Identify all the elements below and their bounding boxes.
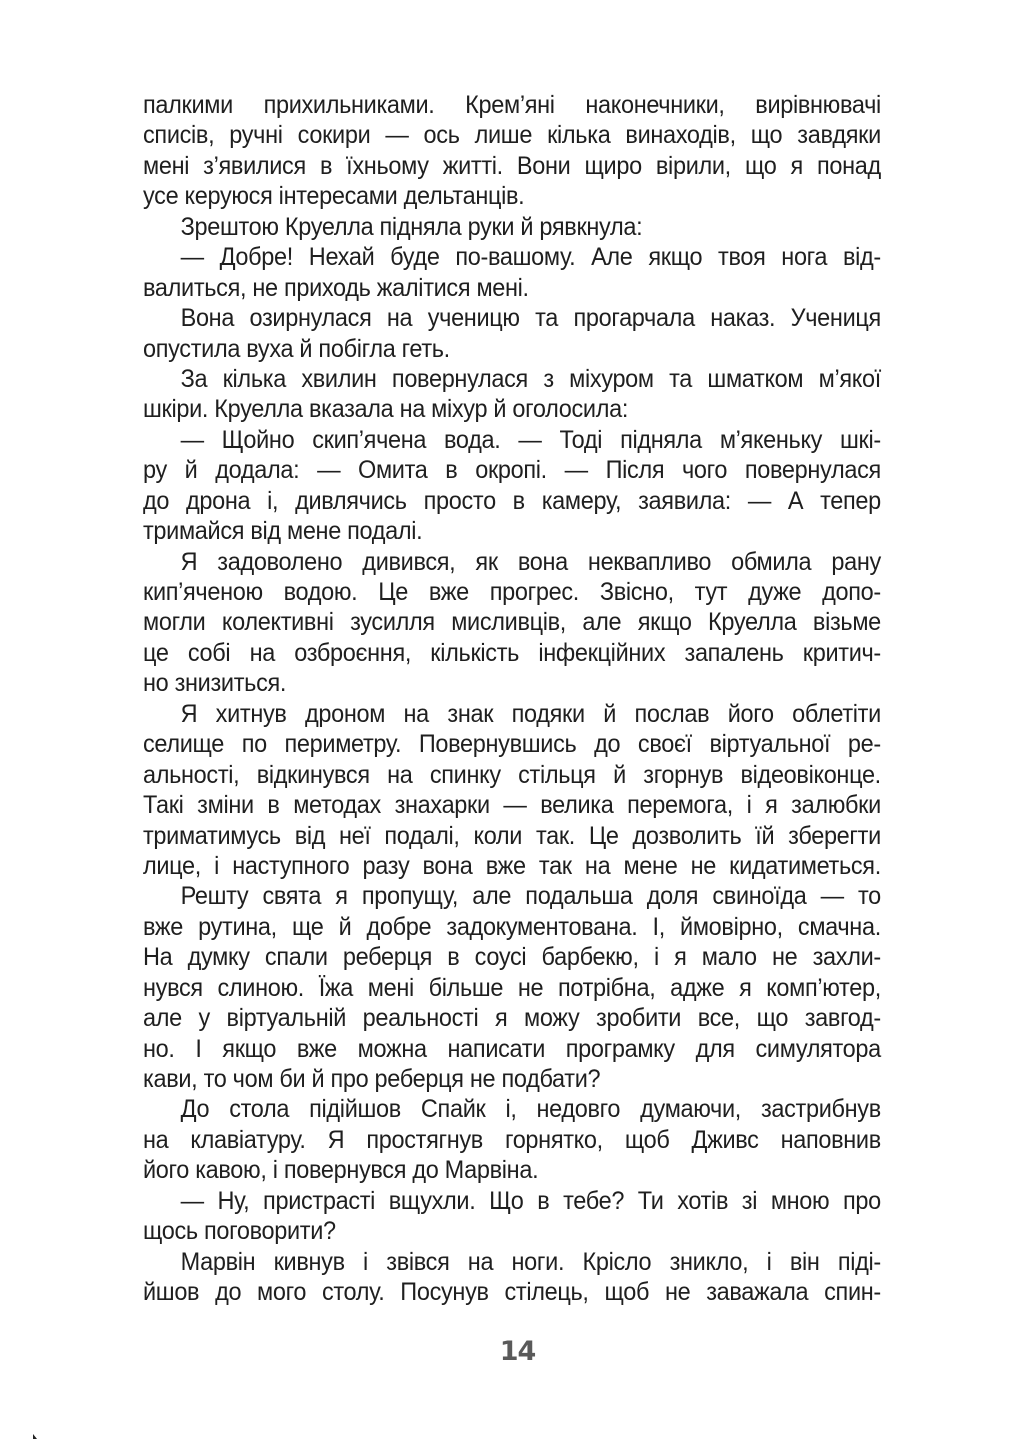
paragraph-first-line: До стола підійшов Спайк і, недовго думаючи, застрибнув [180,1095,881,1124]
text-line: нувся слиною. Їжа мені більше не потрібна, адже я комп’ютер, [143,973,881,1002]
paragraph-first-line: — Добре! Нехай буде по-вашому. Але якщо твоя нога від- [180,243,881,272]
text-line: шкіри. Круелла вказала на міхур й оголосила: [143,395,629,424]
text-line: усе керуюся інтересами дельтанців. [143,182,525,211]
text-line: мені з’явилися в їхньому житті. Вони щиро вірили, що я понад [143,151,881,180]
text-line: могли колективні зусилля мисливців, але якщо Круелла візьме [143,608,881,637]
text-line: йшов до мого столу. Посунув стілець, щоб не заважала спин- [143,1278,881,1307]
text-line: палкими прихильниками. Крем’яні наконечники, вирівнювачі [143,91,881,119]
text-line: вже рутина, ще й добре задокументована. І, ймовірно, смачна. [143,912,881,941]
paragraph-first-line: — Ну, пристрасті вщухли. Що в тебе? Ти хотів зі мною про [180,1186,881,1215]
paragraph-first-line: Марвін кивнув і звівся на ноги. Крісло зникло, і він піді- [180,1247,881,1276]
text-line: ру й додала: — Омита в окропі. — Після чого повернулася [143,456,881,485]
paragraph-first-line: Вона озирнулася на ученицю та прогарчала наказ. Учениця [180,304,881,333]
text-line: його кавою, і повернувся до Марвіна. [143,1156,539,1185]
text-line: до дрона і, дивлячись просто в камеру, заявила: — А тепер [143,486,881,515]
text-line: триматимусь від неї подалі, коли так. Це дозволить їй зберегти [143,821,881,850]
text-line: кип’яченою водою. Це вже прогрес. Звісно, тут дуже допо- [143,578,881,606]
scan-corner-mark [33,1434,37,1439]
text-line: но знизиться. [143,669,287,698]
paragraph-first-line: Решту свята я пропущу, але подальша доля свиноїда — то [180,882,881,911]
text-line: на клавіатуру. Я простягнув горнятко, щоб Дживс наповнив [143,1125,881,1154]
text-line: це собі на озброєння, кількість інфекційних запалень критич- [143,638,881,667]
paragraph-first-line: — Щойно скип’ячена вода. — Тоді підняла м’якеньку шкі- [180,425,881,454]
text-line: лице, і наступного разу вона вже так на мене не кидатиметься. [143,851,881,880]
text-line: опустила вуха й побігла геть. [143,334,450,363]
text-line: валиться, не приходь жалітися мені. [143,273,529,302]
book-page-body [143,90,881,1308]
text-line: списів, ручні сокири — ось лише кілька винаходів, що завдяки [143,121,881,150]
paragraph-first-line: Зрештою Круелла підняла руки й рявкнула: [180,212,643,241]
paragraph-first-line: Я задоволено дивився, як вона неквапливо обмила рану [180,547,881,576]
text-line: селище по периметру. Повернувшись до своєї віртуальної ре- [143,730,881,759]
text-line: Такі зміни в методах знахарки — велика перемога, і я залюбки [143,791,881,820]
text-line: На думку спали реберця в соусі барбекю, і я мало не захли- [143,943,881,972]
text-line: але у віртуальній реальності я можу зробити все, що завгод- [143,1004,881,1033]
paragraph-first-line: За кілька хвилин повернулася з міхуром та шматком м’якої [180,364,881,393]
text-line: щось поговорити? [143,1217,336,1246]
text-line: но. І якщо вже можна написати програмку для симулятора [143,1034,881,1063]
text-line: альності, відкинувся на спинку стільця й згорнув відеовіконце. [143,760,881,789]
paragraph-first-line: Я хитнув дроном на знак подяки й послав його облетіти [180,699,881,728]
text-line: тримайся від мене подалі. [143,517,423,546]
text-line: кави, то чом би й про реберця не подбати? [143,1065,601,1093]
page-number: 14 [499,1336,536,1367]
